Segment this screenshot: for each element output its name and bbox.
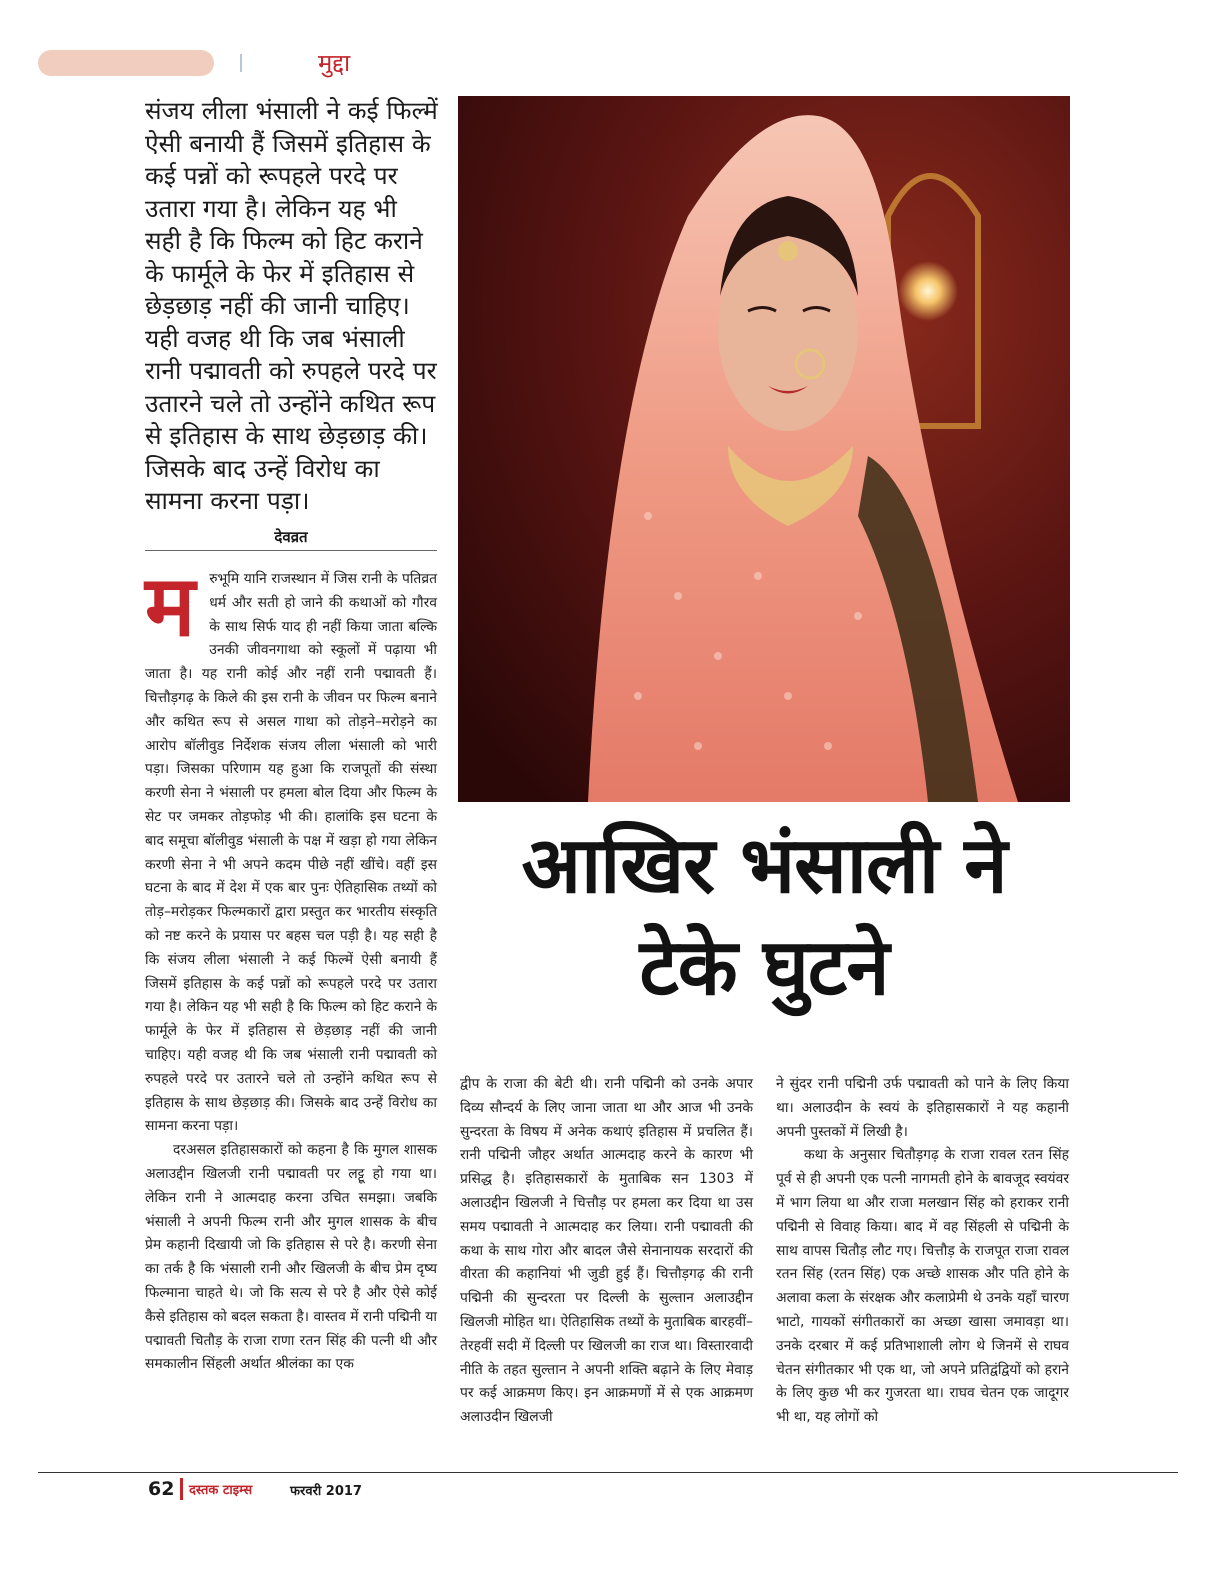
footer-accent-bar [180,1478,183,1500]
article-paragraph: दरअसल इतिहासकारों को कहना है कि मुगल शासक अलाउद्दीन खिलजी रानी पद्मावती पर लट्टू हो गया था। लेकिन रानी ने आत्मदाह करना उचित समझा। जबकि भंसाली ने अपनी फिल्म रानी और मुगल शासक के बीच प्रेम कहानी दिखायी जो कि इतिहास से परे है। करणी सेना का तर्क है कि भंसाली रानी और खिलजी के बीच प्रेम दृष्य फिल्माना चाहते थे। जो कि सत्य से परे है और ऐसे कोई कैसे इतिहास को बदल सकता है। वास्तव में रानी पद्मिनी या पद्मावती चितौड़ के राजा राणा रतन सिंह की पत्नी थी और समकालीन सिंहली अर्थात श्रीलंका का एक [145,1142,438,1373]
footer-rule [38,1472,1178,1473]
article-column-2 [460,1073,753,1430]
article-paragraph: रुभूमि यानि राजस्थान में जिस रानी के पतिव्रत धर्म और सती हो जाने की कथाओं को गौरव के साथ सिर्फ याद ही नहीं किया जाता बल्कि उनकी जीवनगाथा को स्कूलों में पढ़ाया भी जाता है। यह रानी कोई और नहीं रानी पद्मावती हैं। चित्तौड़गढ़ के किले की इस रानी के जीवन पर फिल्म बनाने और कथित रूप से असल गाथा को तोड़ने–मरोड़ने का आरोप बॉलीवुड निर्देशक संजय लीला भंसाली को भारी पड़ा। जिसका परिणाम यह हुआ कि राजपूतों की संस्था करणी सेना ने भंसाली पर हमला बोल दिया और फिल्म के सेट पर जमकर तोड़फोड़ भी की। हालांकि इस घटना के बाद समूचा बॉलीवुड भंसाली के पक्ष में खड़ा हो गया लेकिन करणी सेना ने भी अपने कदम पीछे नहीं खींचे। वहीं इस घटना के बाद में देश में एक बार पुनः ऐतिहासिक तथ्यों को तोड़–मरोड़कर फिल्मकारों द्वारा प्रस्तुत कर भारतीय संस्कृति को नष्ट करने के प्रयास पर बहस चल पड़ी है। यह सही है कि संजय लीला भंसाली ने कई फिल्में ऐसी बनायी हैं जिसमें इतिहास के कई पन्नों को रूपहले परदे पर उतारा गया है। लेकिन यह भी सही है कि फिल्म को हिट कराने के फार्मूले के फेर में इतिहास से छेड़छाड़ नहीं की जानी चाहिए। यही वजह थी कि जब भंसाली रानी पद्मावती को रुपहले परदे पर उतारने चले तो उन्होंने कथित रूप से इतिहास के साथ छेड़छाड़ की। जिसके बाद उन्हें विरोध का सामना करना पड़ा। [145,571,437,1135]
intro-standfirst: संजय लीला भंसाली ने कई फिल्में ऐसी बनायी हैं जिसमें इतिहास के कई पन्नों को रूपहले परदे पर उतारा गया है। लेकिन यह भी सही है कि फिल्म को हिट कराने के फार्मूले के फेर में इतिहास से छेड़छाड़ नहीं की जानी चाहिए। यही वजह थी कि जब भंसाली रानी पद्मावती को रुपहले परदे पर उतारने चले तो उन्होंने कथित रूप से इतिहास के साथ छेड़छाड़ की। जिसके बाद उन्हें विरोध का सामना करना पड़ा। [145,96,438,515]
section-label: मुद्दा [318,49,351,77]
article-column-3 [776,1073,1069,1430]
issue-date: फरवरी 2017 [290,1484,362,1499]
byline-rule [145,550,437,551]
headline-line-1: आखिर भंसाली ने [521,821,1007,911]
author-byline: देवव्रत [274,528,308,546]
drop-cap: म [145,556,196,655]
article-photo-bride [458,96,1070,802]
page-number: 62 [148,1478,175,1500]
magazine-logo: दस्तक टाइम्स [189,1483,253,1498]
article-paragraph: ने सुंदर रानी पद्मिनी उर्फ पद्मावती को पाने के लिए किया था। अलाउदीन के स्वयं के इतिहासकारों ने यह कहानी अपनी पुस्तकों में लिखी है। [776,1076,1069,1140]
headline-line-2: टेके घुटने [639,923,889,1013]
article-column-1 [145,556,438,1377]
header-separator [240,54,242,72]
headline [458,815,1070,1019]
article-paragraph: द्वीप के राजा की बेटी थी। रानी पद्मिनी को उनके अपार दिव्य सौन्दर्य के लिए जाना जाता था और आज भी उनके सुन्दरता के विषय में अनेक कथाएं इतिहास में प्रचलित हैं। रानी पद्मिनी जौहर अर्थात आत्मदाह करने के कारण भी प्रसिद्ध है। इतिहासकारों के मुताबिक सन 1303 में अलाउद्दीन खिलजी ने चित्तौड़ पर हमला कर दिया था उस समय पद्मावती ने आत्मदाह कर लिया। रानी पद्मावती की कथा के साथ गोरा और बादल जैसे सेनानायक सरदारों की वीरता की कहानियां भी जुडी हुई हैं। चित्तौड़गढ़ की रानी पद्मिनी की सुन्दरता पर दिल्ली के सुल्तान अलाउद्दीन खिलजी मोहित था। ऐतिहासिक तथ्यों के मुताबिक बारहवीं–तेरहवीं सदी में दिल्ली पर खिलजी का राज था। विस्तारवादी नीति के तहत सुल्तान ने अपनी शक्ति बढ़ाने के लिए मेवाड़ पर कई आक्रमण किए। इन आक्रमणों में से एक आक्रमण अलाउदीन खिलजी [460,1076,753,1426]
article-paragraph: कथा के अनुसार चितौड़गढ़ के राजा रावल रतन सिंह पूर्व से ही अपनी एक पत्नी नागमती होने के बावजूद स्वयंवर में भाग लिया था और राजा मलखान सिंह को हराकर रानी पद्मिनी से विवाह किया। बाद में वह सिंहली से पद्मिनी के साथ वापस चितौड़ लौट गए। चित्तौड़ के राजपूत राजा रावल रतन सिंह (रतन सिंह) एक अच्छे शासक और पति होने के अलावा कला के संरक्षक और कलाप्रेमी थे उनके यहाँ चारण भाटो, गायकों संगीतकारों का अच्छा खासा जमावड़ा था। उनके दरबार में कई प्रतिभाशाली लोग थे जिनमें से राघव चेतन संगीतकार भी एक था, जो अपने प्रतिद्वंद्वियों को हराने के लिए कुछ भी कर गुजरता था। राघव चेतन एक जादूगर भी था, यह लोगों को [776,1147,1069,1426]
header-decoration-pill [38,50,214,76]
